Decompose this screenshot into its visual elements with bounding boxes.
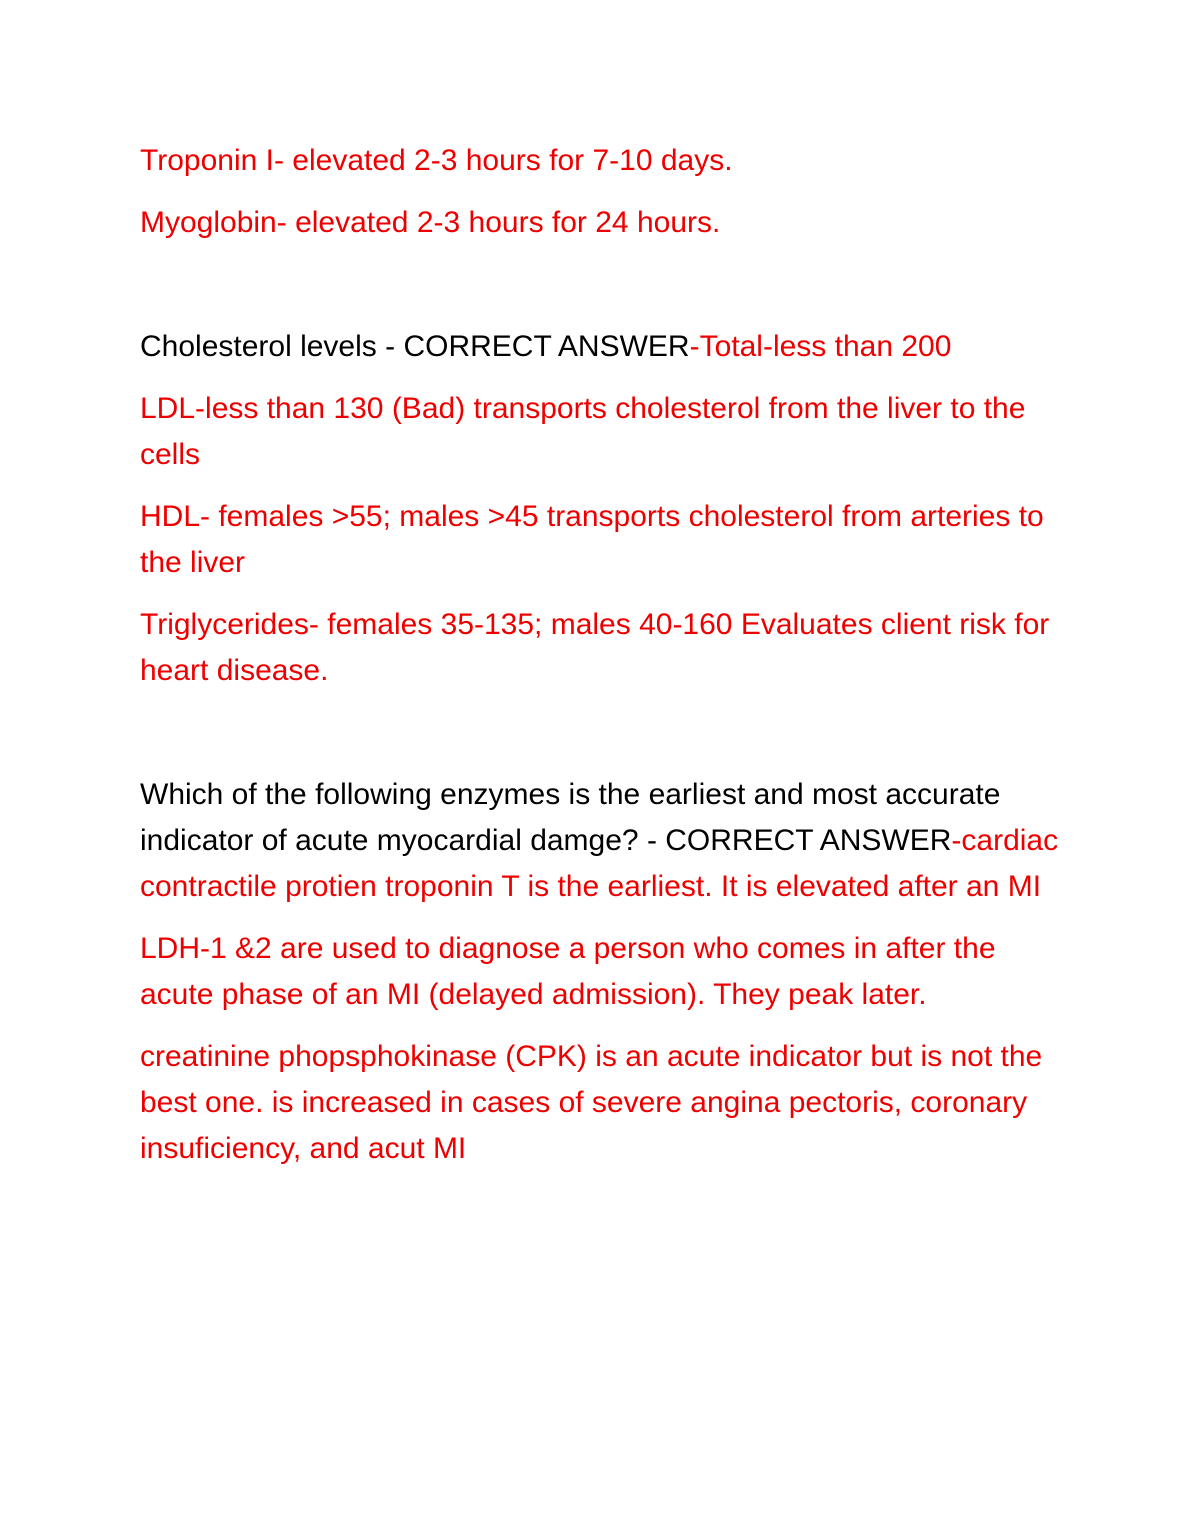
- cholesterol-question-text: Cholesterol levels - CORRECT ANSWER: [140, 330, 690, 363]
- troponin-note: Troponin I- elevated 2-3 hours for 7-10 days.: [140, 144, 733, 177]
- ldh-note: LDH-1 &2 are used to diagnose a person who comes in after the acute phase of an MI (delayed admission). They peak later.: [140, 932, 996, 1011]
- document-page: [140, 138, 1060, 1188]
- enzymes-question-text: Which of the following enzymes is the earliest and most accurate indicator of acute myocardial damge? - CORRECT ANSWER: [140, 778, 1001, 857]
- cholesterol-question: [140, 324, 1060, 370]
- cholesterol-answer-total: -Total-less than 200: [689, 330, 952, 363]
- enzymes-question: [140, 772, 1060, 910]
- ldl-note: LDL-less than 130 (Bad) transports cholesterol from the liver to the cells: [140, 392, 1026, 471]
- section-spacer: [140, 262, 1060, 324]
- myoglobin-note: Myoglobin- elevated 2-3 hours for 24 hours.: [140, 206, 721, 239]
- triglycerides-note: Triglycerides- females 35-135; males 40-160 Evaluates client risk for heart disease.: [140, 608, 1050, 687]
- cpk-note: creatinine phopsphokinase (CPK) is an acute indicator but is not the best one. is increased in cases of severe angina pectoris, coronary insuficiency, and acut MI: [140, 1040, 1043, 1165]
- hdl-note: HDL- females >55; males >45 transports cholesterol from arteries to the liver: [140, 500, 1044, 579]
- section-spacer: [140, 710, 1060, 772]
- enzymes-answer-troponin: -cardiac contractile protien troponin T is the earliest. It is elevated after an MI: [140, 824, 1059, 903]
